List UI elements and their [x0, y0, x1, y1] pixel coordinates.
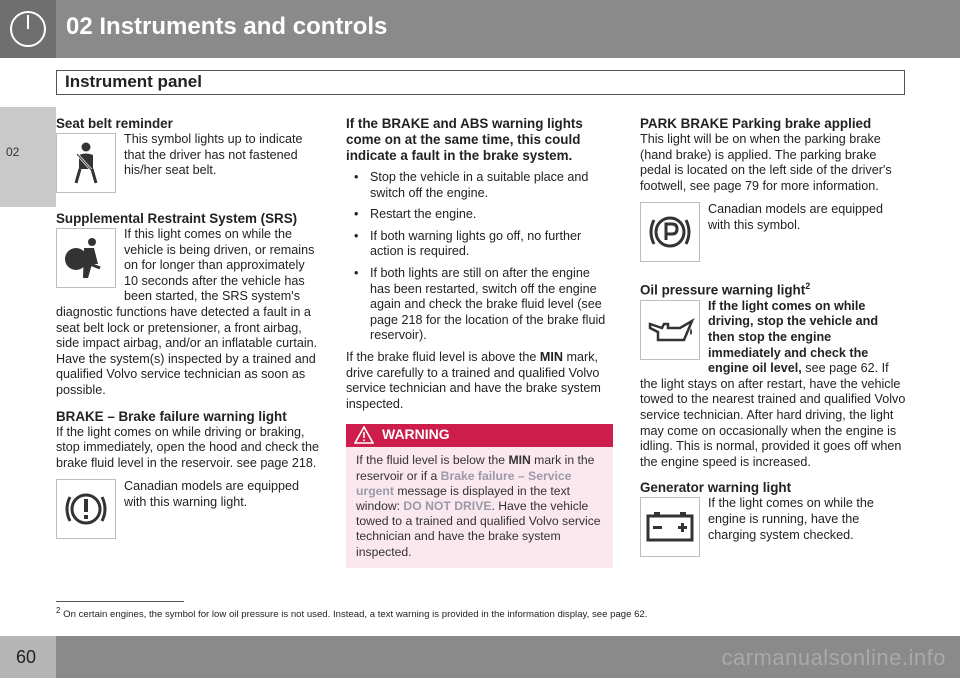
generator-battery-icon	[640, 497, 700, 557]
brake-steps-list	[346, 170, 613, 344]
brake-abs-intro: If the BRAKE and ABS warning lights come on at the same time, this could indicate a fault in the brake system.	[346, 116, 583, 163]
page-footer	[0, 636, 960, 678]
park-brake-heading: PARK BRAKE Parking brake applied	[640, 116, 872, 131]
oil-heading	[640, 278, 906, 298]
generator-heading: Generator warning light	[640, 480, 792, 496]
warning-text-part: message is displayed in the text window:	[356, 483, 571, 513]
srs-heading: Supplemental Restraint System (SRS)	[56, 211, 298, 226]
paragraph-text: If the brake fluid level is above the	[346, 349, 537, 364]
warning-triangle-icon	[354, 426, 374, 449]
chapter-tab-label: 02	[6, 145, 20, 159]
warning-text-part: . Have the vehicle towed to a trained and qualified Volvo service technician and have the brake system inspected.	[356, 498, 601, 559]
min-mark: MIN	[539, 349, 564, 364]
airbag-icon	[56, 228, 116, 288]
oil-heading-text: Oil pressure warning light	[640, 282, 806, 298]
generator-text: If the light comes on while the engine is running, have the charging system checked.	[708, 496, 874, 542]
brake-fluid-paragraph	[346, 350, 613, 412]
section-title: Instrument panel	[65, 72, 202, 91]
section-bar	[56, 70, 905, 95]
column-right	[640, 116, 906, 559]
srs-text: If this light comes on while the vehicle is being driven, or remains on for longer than approximately 10 seconds after the vehicle has been started, the SRS system's diagnostic functions have detected a fault in a seat belt lock or pretensioner, a front airbag, side impact airbag, and/or an inflatable curtain. Have the system(s) inspected by a trained and qualified Volvo service technician as soon as possible.	[56, 227, 318, 397]
list-item: • Restart the engine.	[346, 207, 613, 223]
footnote-ref: 2	[805, 281, 811, 292]
footnote-number: 2	[56, 606, 61, 615]
column-middle	[346, 116, 613, 568]
seatbelt-icon	[56, 133, 116, 193]
footnote	[56, 606, 926, 620]
warning-header	[346, 424, 613, 447]
brake-heading: BRAKE – Brake failure warning light	[56, 408, 287, 424]
list-item: • If both lights are still on after the engine has been restarted, switch off the engine again and check the brake fluid level (see page 218 for the location of the brake fluid reservoir).	[346, 266, 613, 344]
display-message: Brake failure – Service urgent	[356, 468, 572, 498]
chapter-title: 02 Instruments and controls	[66, 13, 388, 40]
watermark: carmanualsonline.info	[721, 645, 946, 670]
oil-bold-text: If the light comes on while driving, stop the vehicle and then stop the engine immediately and check the engine oil level,	[708, 298, 879, 376]
brake-text: If the light comes on while driving or braking, stop immediately, open the hood and check the brake fluid level in the reservoir. see page 218.	[56, 424, 320, 470]
list-item: • If both warning lights go off, no further action is required.	[346, 229, 613, 260]
page-number: 60	[16, 647, 37, 667]
oil-pressure-icon	[640, 300, 700, 360]
warning-box	[346, 424, 613, 567]
brake-warning-icon	[56, 479, 116, 539]
warning-text-part: mark in the reservoir or if a	[356, 453, 595, 483]
column-left	[56, 116, 322, 541]
page-number-box	[0, 636, 56, 678]
oil-rest-text: see page 62. If the light stays on after restart, have the vehicle towed to the nearest trained and qualified Volvo service technician. After hard driving, the light may come on occasionally when the engine is idling. This is normal, provided it goes off when the engine speed is increased.	[640, 361, 906, 469]
park-brake-text: This light will be on when the parking brake (hand brake) is applied. The parking brake pedal is located on the left side of the driver's footwell, see page 79 for more information.	[640, 132, 892, 193]
seatbelt-heading: Seat belt reminder	[56, 116, 173, 131]
list-item: • Stop the vehicle in a suitable place and switch off the engine.	[346, 170, 613, 201]
seatbelt-text: This symbol lights up to indicate that the driver has not fastened his/her seat belt.	[124, 132, 303, 178]
warning-text-part: If the fluid level is below the	[356, 453, 506, 468]
gauge-icon	[0, 0, 56, 58]
brake-canadian-text: Canadian models are equipped with this warning light.	[124, 479, 300, 509]
warning-text	[346, 447, 613, 567]
park-canadian-text: Canadian models are equipped with this symbol.	[708, 202, 884, 232]
chapter-header	[0, 0, 960, 58]
paragraph-text: mark, drive carefully to a trained and qualified Volvo service technician and have the brake system inspected.	[346, 349, 601, 411]
warning-label: WARNING	[382, 426, 450, 443]
footnote-divider	[56, 601, 184, 602]
park-brake-icon	[640, 202, 700, 262]
warning-min: MIN	[508, 453, 531, 468]
footnote-text: On certain engines, the symbol for low oil pressure is not used. Instead, a text warning is provided in the information display, see page 62.	[63, 609, 648, 621]
do-not-drive-message: DO NOT DRIVE	[403, 498, 492, 513]
chapter-tab	[0, 107, 56, 207]
